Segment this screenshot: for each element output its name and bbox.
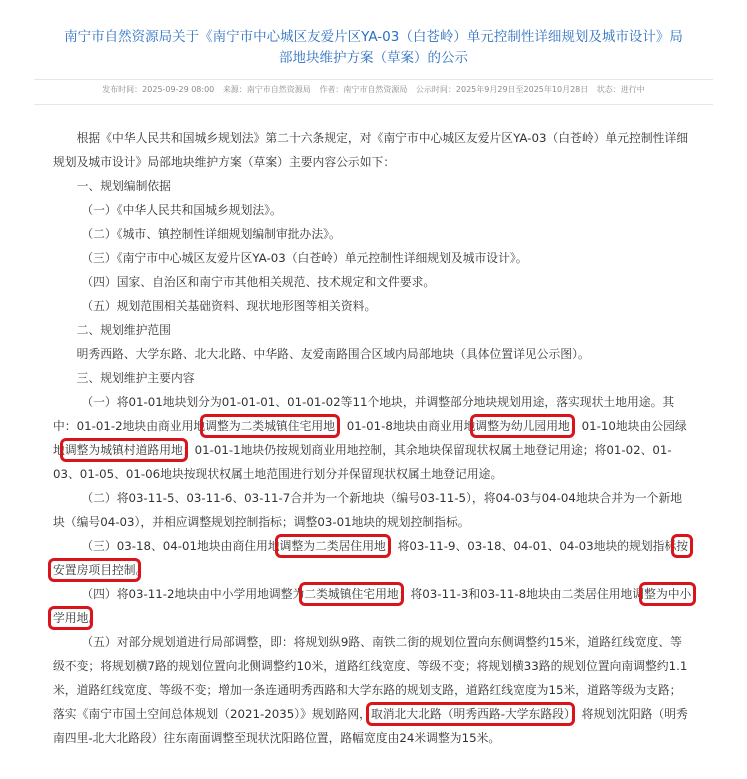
- section-3-title: 三、规划维护主要内容: [76, 371, 195, 385]
- source: 来源：南宁市自然资源局: [222, 85, 311, 94]
- text-segment: ；将规划沈阳路（明秀南四里-北大北路段）往东南面调整至现状沈阳路位置，路幅宽度由24米调整为15米。: [53, 707, 688, 745]
- highlighted-change: 按安置房项目控制: [53, 539, 689, 577]
- text-segment: （五）对部分规划道进行局部调整，即：将规划纵9路、南铁二街的规划位置向东侧调整约15米，道路红线宽度、等级不变；将规划横7路的规划位置向北侧调整约10米，道路红线宽度、等级不变；将规划横33路的规划位置向南调整约1.1米，道路红线宽度、等级不变；增加一条连通明秀西路和大学东路的规划支路，道路红线宽度为15米，道路等级为支路；落实《南宁市国土空间总体规划（2021-2035）》规划路网，: [53, 635, 688, 721]
- item-4-paragraph: [53, 582, 693, 630]
- highlighted-change: 调整为二类居住用地: [279, 539, 386, 553]
- highlighted-change: 调整为二类城镇住宅用地: [205, 419, 335, 433]
- section-1-title: 一、规划编制依据: [76, 179, 171, 193]
- text-segment: ；01-10地块由公园绿地: [53, 419, 687, 457]
- item-2-paragraph: （二）将03-11-5、03-11-6、03-11-7合并为一个新地块（编号03-11-5），将04-03与04-04地块合并为一个新地块（编号04-03），并相应调整规划控制指标；调整03-01地块的规划控制指标。: [53, 491, 683, 529]
- section-1-item: （一）《中华人民共和国城乡规划法》。: [81, 203, 282, 217]
- item-5-paragraph: [53, 630, 693, 750]
- article-title-line1: 南宁市自然资源局关于《南宁市中心城区友爱片区YA-03（白苍岭）单元控制性详细规划及城市设计》局: [64, 29, 683, 45]
- article-title-line2: 部地块维护方案（草案）的公示: [279, 50, 468, 66]
- author: 作者：南宁市自然资源局: [319, 85, 408, 94]
- article-body: [53, 126, 693, 750]
- highlighted-change: 调整为城镇村道路用地: [64, 443, 183, 457]
- text-segment: ；将03-11-9、03-18、04-01、04-03地块的规划指标: [385, 539, 677, 553]
- section-1-item: （五）规划范围相关基础资料、现状地形图等相关资料。: [81, 299, 377, 313]
- item-1-paragraph: [53, 390, 693, 486]
- text-segment: （一）将01-01地块划分为01-01-01、01-01-02等11个地块，并调整部分地块规划用途，落实现状土地用途。其中：01-01-2地块由商业用地: [53, 395, 675, 433]
- item-3-paragraph: [53, 534, 693, 582]
- text-segment: （四）将03-11-2地块由中小学用地调整为: [81, 587, 305, 601]
- section-1-item: （三）《南宁市中心城区友爱片区YA-03（白苍岭）单元控制性详细规划及城市设计》。: [81, 251, 528, 265]
- publish-time: 发布时间：2025-09-29 08:00: [102, 85, 215, 94]
- highlighted-change: 整为中小学用地: [53, 587, 692, 625]
- text-segment: （三）03-18、04-01地块由商住用地: [81, 539, 280, 553]
- text-segment: 。: [135, 563, 148, 577]
- article-title: [20, 27, 727, 69]
- section-2-title: 二、规划维护范围: [76, 323, 171, 337]
- text-segment: ；01-01-1地块仍按规划商业用地控制，其余地块保留现状权属土地登记用途；将01-02、01-03、01-05、01-06地块按现状权属土地范围进行划分并保留现状权属土地登记用途。: [53, 443, 672, 481]
- highlighted-change: 二类城镇住宅用地: [304, 587, 399, 601]
- section-2-text: 明秀西路、大学东路、北大北路、中华路、友爱南路围合区域内局部地块（具体位置详见公示图）。: [76, 347, 590, 361]
- intro-paragraph: 根据《中华人民共和国城乡规划法》第二十六条规定，对《南宁市中心城区友爱片区YA-03（白苍岭）单元控制性详细规划及城市设计》局部地块维护方案（草案）主要内容公示如下：: [53, 131, 689, 169]
- section-1-item: （四）国家、自治区和南宁市其他相关规范、技术规定和文件要求。: [81, 275, 436, 289]
- text-segment: 。: [88, 611, 101, 625]
- highlighted-change: 调整为幼儿园用地: [475, 419, 570, 433]
- highlighted-change: 取消北大北路（明秀西路-大学东路段）: [370, 707, 570, 721]
- notice-period: 公示时间：2025年9月29日至2025年10月28日: [415, 85, 589, 94]
- text-segment: ；将03-11-3和03-11-8地块由二类居住用地调: [398, 587, 645, 601]
- status: 状态：进行中: [596, 85, 645, 94]
- text-segment: ；01-01-8地块由商业用地: [335, 419, 476, 433]
- section-1-item: （二）《城市、镇控制性详细规划编制审批办法》。: [81, 227, 341, 241]
- article-meta-bar: [34, 79, 713, 105]
